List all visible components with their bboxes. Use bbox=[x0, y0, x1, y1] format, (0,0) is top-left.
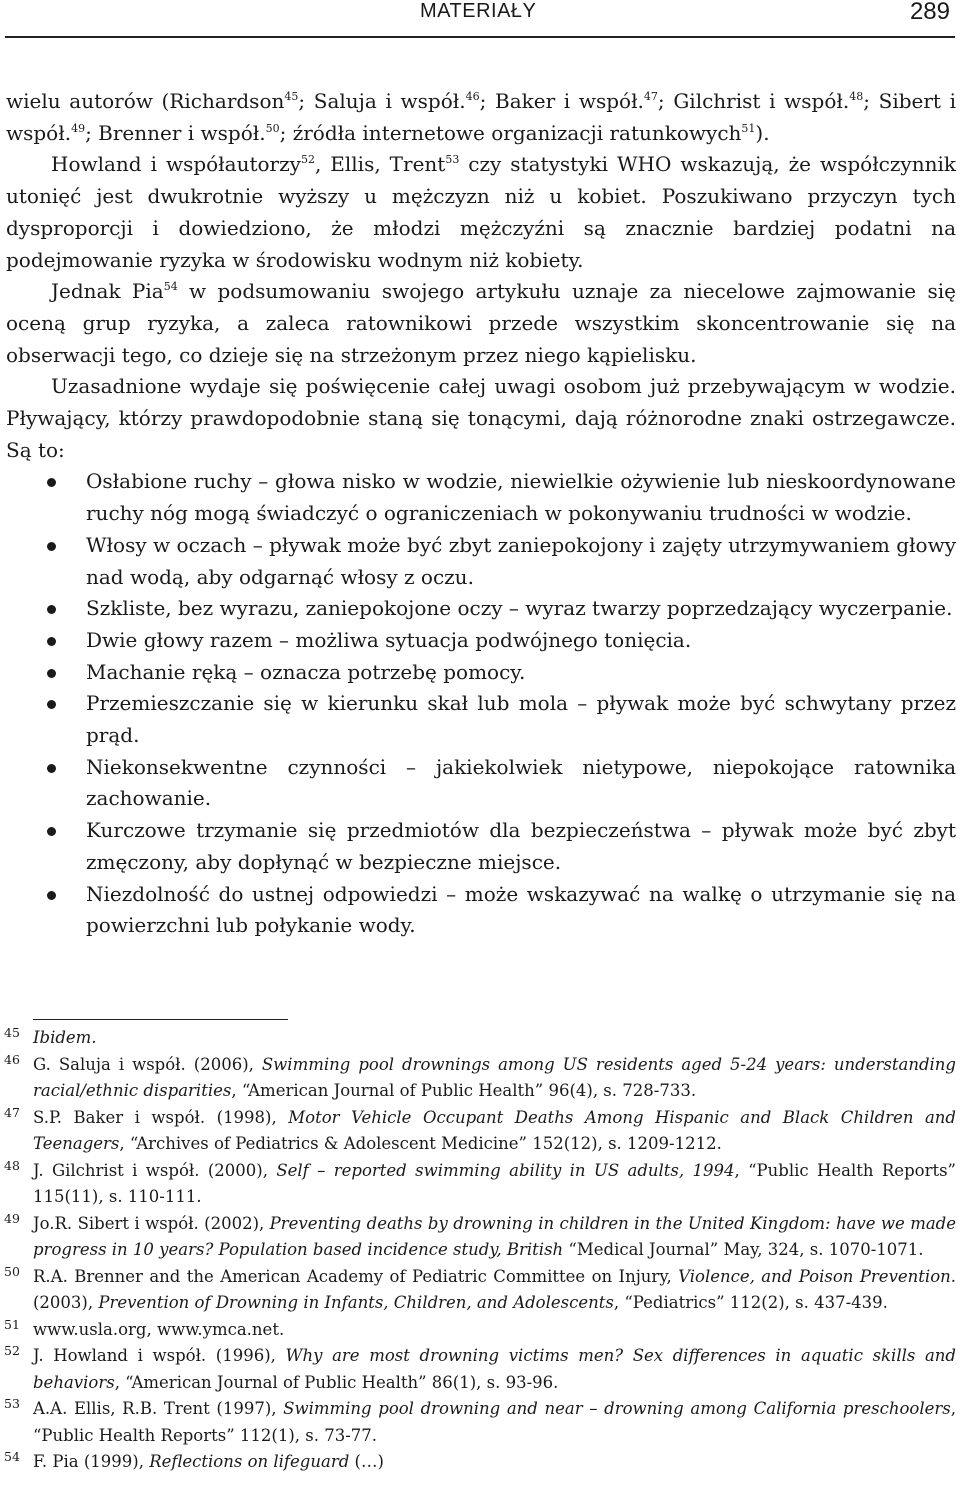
text-run: ; źródła internetowe organizacji ratunkowych bbox=[279, 120, 742, 145]
footnote-number: 52 bbox=[4, 1343, 20, 1358]
footnote-separator bbox=[33, 1019, 288, 1020]
footnote-number: 47 bbox=[4, 1104, 20, 1120]
bullet-icon bbox=[47, 542, 56, 551]
section-title: MATERIAŁY bbox=[420, 0, 537, 22]
footnote-text bbox=[33, 1346, 956, 1392]
footnote-reference: 51 bbox=[741, 121, 756, 135]
footnote bbox=[0, 1264, 960, 1317]
body-text bbox=[6, 86, 956, 942]
list-item-text: Osłabione ruchy – głowa nisko w wodzie, niewielkie ożywienie lub nieskoordynowane ruchy nóg mogą świadczyć o ograniczeniach w pokonywaniu trudności w wodzie. bbox=[86, 469, 956, 526]
footnote-text bbox=[33, 1055, 956, 1101]
footnote-reference: 49 bbox=[71, 121, 86, 135]
footnote-reference: 50 bbox=[265, 121, 280, 135]
text-run: Howland i współautorzy bbox=[51, 152, 301, 177]
text-run: w podsumowaniu swojego artykułu uznaje za niecelowe zajmowanie się oceną grup ryzyka, a zaleca ratownikowi przede wszystkim skoncentrowanie się na obserwacji tego, co dzieje się na strzeżonym przez niego kąpielisku. bbox=[6, 279, 956, 367]
text-run: , “Public Health Reports” 115(11), s. 110-111. bbox=[33, 1160, 956, 1206]
text-run: , “Archives of Pediatrics & Adolescent Medicine” 152(12), s. 1209-1212. bbox=[119, 1134, 722, 1153]
footnote-number: 49 bbox=[4, 1210, 20, 1226]
text-run: Uzasadnione wydaje się poświęcenie całej uwagi osobom już przebywającym w wodzie. Pływający, którzy prawdopodobnie staną się tonącymi, dają różnorodne znaki ostrzegawcze. Są to: bbox=[6, 374, 956, 462]
footnote bbox=[0, 1211, 960, 1264]
text-run: . (2003), bbox=[33, 1266, 957, 1312]
list-item-text: Niekonsekwentne czynności – jakiekolwiek nietypowe, niepokojące ratownika zachowanie. bbox=[86, 754, 956, 811]
text-run: G. Saluja i współ. (2006), bbox=[33, 1054, 262, 1074]
italic-title: Motor Vehicle Occupant Deaths Among Hispanic and Black Children and Teenagers bbox=[33, 1107, 956, 1153]
bullet-icon bbox=[47, 605, 56, 614]
footnote-number: 45 bbox=[4, 1025, 20, 1040]
text-run: (…) bbox=[349, 1452, 384, 1471]
text-run: www.usla.org, www.ymca.net. bbox=[33, 1319, 285, 1339]
text-run: ; Baker i współ. bbox=[479, 89, 644, 113]
list-item bbox=[6, 688, 956, 751]
list-item bbox=[6, 625, 956, 657]
footnote-reference: 47 bbox=[643, 90, 658, 103]
list-item-text: Włosy w oczach – pływak może być zbyt zaniepokojony i zajęty utrzymywaniem głowy nad wodą, aby odgarnąć włosy z oczu. bbox=[86, 532, 956, 589]
list-item bbox=[6, 530, 956, 593]
text-run: J. Gilchrist i współ. (2000), bbox=[33, 1160, 277, 1180]
list-item-text: Machanie ręką – oznacza potrzebę pomocy. bbox=[86, 659, 526, 684]
paragraph bbox=[6, 371, 956, 466]
bullet-icon bbox=[47, 637, 56, 646]
footnote-text bbox=[33, 1108, 956, 1154]
italic-title: Violence, and Poison Prevention bbox=[678, 1266, 951, 1286]
footnote bbox=[0, 1105, 960, 1158]
italic-title: Self – reported swimming ability in US adults, 1994 bbox=[276, 1160, 735, 1180]
footnote-reference: 45 bbox=[284, 90, 299, 103]
list-item bbox=[6, 815, 956, 878]
text-run: , Ellis, Trent bbox=[314, 152, 446, 177]
footnote-number: 48 bbox=[4, 1157, 20, 1173]
text-run: Jednak Pia bbox=[51, 279, 164, 304]
paragraphs bbox=[6, 86, 956, 466]
list-item-text: Dwie głowy razem – możliwa sytuacja podwójnego tonięcia. bbox=[86, 627, 692, 652]
footnote-reference: 48 bbox=[849, 90, 864, 103]
text-run: , “American Journal of Public Health” 96(4), s. 728-733. bbox=[231, 1081, 697, 1100]
footnote-text bbox=[33, 1399, 956, 1445]
footnote-number: 54 bbox=[4, 1449, 20, 1464]
footnote bbox=[0, 1343, 960, 1396]
text-run: ). bbox=[755, 120, 770, 145]
footnotes bbox=[0, 1025, 960, 1476]
footnote-text bbox=[33, 1320, 284, 1339]
text-run: R.A. Brenner and the American Academy of Pediatric Committee on Injury, bbox=[33, 1266, 679, 1286]
footnote-reference: 52 bbox=[300, 153, 315, 167]
paragraph bbox=[6, 276, 956, 371]
text-run: wielu autorów (Richardson bbox=[6, 89, 285, 113]
footnote-text bbox=[33, 1214, 956, 1260]
text-run: , “American Journal of Public Health” 86(1), s. 93-96. bbox=[114, 1372, 559, 1392]
footnote bbox=[0, 1396, 960, 1449]
footnote bbox=[0, 1449, 960, 1476]
footnote-text bbox=[33, 1028, 97, 1047]
italic-title: Why are most drowning victims men? Sex differences in aquatic skills and behaviors bbox=[33, 1346, 956, 1392]
list-item bbox=[6, 466, 956, 529]
bullet-icon bbox=[47, 700, 56, 709]
footnote-text bbox=[33, 1267, 956, 1313]
bullet-icon bbox=[47, 827, 56, 836]
footnote-reference: 54 bbox=[163, 280, 178, 294]
footnote-text bbox=[33, 1452, 384, 1471]
footnote-number: 53 bbox=[4, 1396, 20, 1411]
list-item-text: Niezdolność do ustnej odpowiedzi – może wskazywać na walkę o utrzymanie się na powierzchni lub połykanie wody. bbox=[86, 881, 956, 938]
text-run: czy statystyki WHO wskazują, że współczynnik utonięć jest dwukrotnie wyższy u mężczyzn niż u kobiet. Poszukiwano przyczyn tych dysproporcji i dowiedziono, że młodzi mężczyźni są znacznie bardziej podatni na podejmowanie ryzyka w środowisku wodnym niż kobiety. bbox=[6, 152, 956, 272]
page-header bbox=[0, 0, 960, 36]
text-run: ; Gilchrist i współ. bbox=[657, 89, 850, 113]
text-run: , “Pediatrics” 112(2), s. 437-439. bbox=[613, 1293, 888, 1312]
footnote-text bbox=[33, 1161, 956, 1207]
footnote bbox=[0, 1025, 960, 1052]
text-run: S.P. Baker i współ. (1998), bbox=[33, 1107, 289, 1127]
footnote-number: 51 bbox=[4, 1316, 20, 1332]
text-run: A.A. Ellis, R.B. Trent (1997), bbox=[33, 1399, 284, 1418]
list-item bbox=[6, 879, 956, 942]
bullet-icon bbox=[47, 669, 56, 678]
text-run: ; Saluja i współ. bbox=[298, 89, 466, 113]
italic-title: Swimming pool drownings among US residents aged 5-24 years: understanding racial/ethnic disparities bbox=[33, 1054, 956, 1100]
paragraph bbox=[6, 86, 956, 149]
list-item bbox=[6, 752, 956, 815]
footnote bbox=[0, 1158, 960, 1211]
list-item-text: Kurczowe trzymanie się przedmiotów dla bezpieczeństwa – pływak może być zbyt zmęczony, aby dopłynąć w bezpieczne miejsce. bbox=[86, 818, 956, 874]
text-run: F. Pia (1999), bbox=[33, 1452, 150, 1471]
list-item bbox=[6, 593, 956, 625]
footnote-reference: 46 bbox=[465, 90, 480, 103]
text-run: ; Sibert i współ. bbox=[6, 89, 957, 145]
text-run: ; Brenner i współ. bbox=[85, 120, 266, 145]
footnote-number: 46 bbox=[4, 1051, 20, 1067]
text-run: , “Public Health Reports” 112(1), s. 73-77. bbox=[33, 1399, 956, 1445]
warning-signs-list bbox=[6, 466, 956, 942]
list-item-text: Szkliste, bez wyrazu, zaniepokojone oczy – wyraz twarzy poprzedzający wyczerpanie. bbox=[86, 596, 953, 621]
bullet-icon bbox=[47, 764, 56, 773]
page-number: 289 bbox=[909, 0, 950, 25]
footnote bbox=[0, 1317, 960, 1344]
text-run: Jo.R. Sibert i współ. (2002), bbox=[33, 1213, 270, 1233]
text-run: “Medical Journal” May, 324, s. 1070-1071. bbox=[563, 1240, 924, 1259]
footnote-number: 50 bbox=[4, 1263, 20, 1279]
list-item bbox=[6, 657, 956, 689]
italic-title: Swimming pool drowning and near – drowning among California preschoolers bbox=[283, 1399, 951, 1418]
italic-title: Ibidem. bbox=[33, 1028, 97, 1047]
list-item-text: Przemieszczanie się w kierunku skał lub mola – pływak może być schwytany przez prąd. bbox=[86, 691, 956, 748]
bullet-icon bbox=[47, 478, 56, 487]
italic-title: Preventing deaths by drowning in children in the United Kingdom: have we made progress in 10 years? Population based incidence study, British bbox=[33, 1213, 957, 1259]
footnote bbox=[0, 1052, 960, 1105]
header-rule bbox=[5, 36, 955, 38]
text-run: J. Howland i współ. (1996), bbox=[33, 1346, 286, 1365]
italic-title: Prevention of Drowning in Infants, Children, and Adolescents bbox=[98, 1293, 614, 1312]
paragraph bbox=[6, 149, 956, 276]
italic-title: Reflections on lifeguard bbox=[149, 1452, 350, 1471]
bullet-icon bbox=[47, 891, 56, 900]
footnote-reference: 53 bbox=[445, 153, 460, 167]
